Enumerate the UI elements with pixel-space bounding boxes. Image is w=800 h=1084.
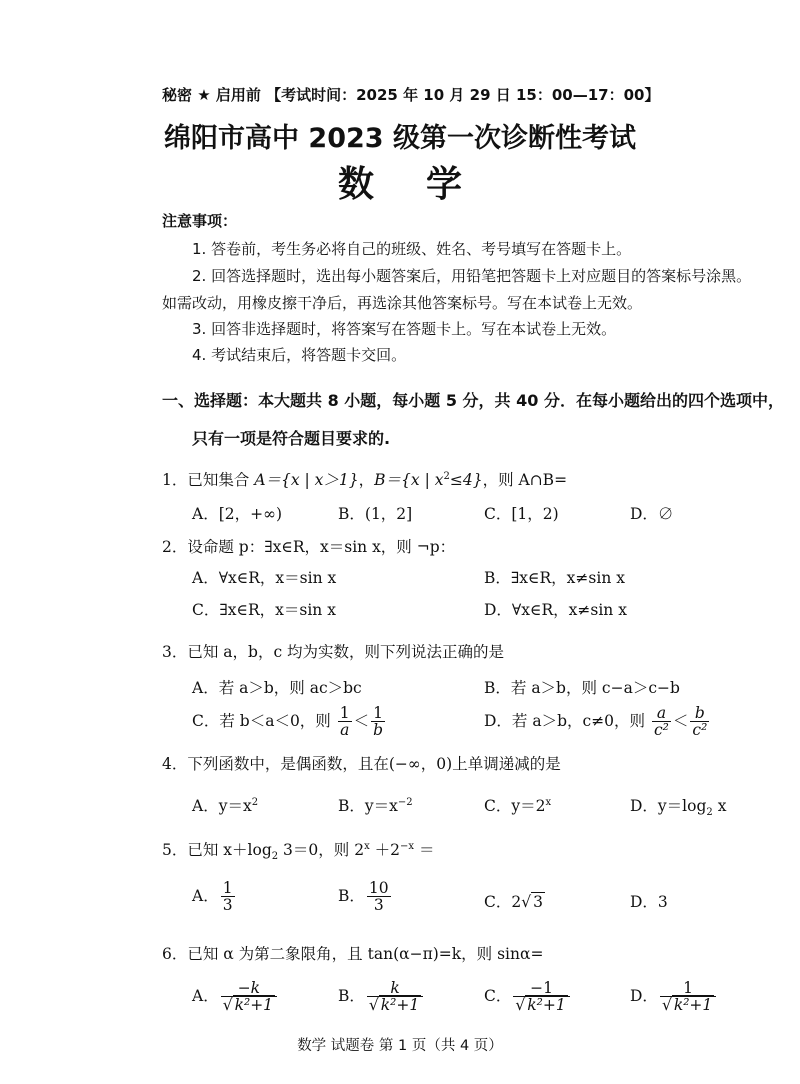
note-2b: 如需改动，用橡皮擦干净后，再选涂其他答案标号。写在本试卷上无效。	[162, 294, 643, 312]
note-2a: 2. 回答选择题时，选出每小题答案后，用铅笔把答题卡上对应题目的答案标号涂黑。	[192, 267, 752, 285]
question-6-option-d: D． $\frac{1}{\text{√ k²+1}}$	[630, 980, 718, 1014]
question-5-option-c: C．2√ 3	[484, 893, 544, 911]
note-4: 4. 考试结束后，将答题卡交回。	[192, 346, 407, 364]
question-2-option-d: D．∀x∈R，x≠sin x	[484, 601, 627, 619]
section-1-heading-cont: 只有一项是符合题目要求的.	[192, 429, 391, 448]
question-2-option-b: B．∃x∈R，x≠sin x	[484, 569, 625, 587]
question-4-option-b: B．$y=x^{-2}$	[338, 796, 413, 815]
question-1-option-c: C．[1，2)	[484, 505, 559, 523]
confidential-header: 秘密 ★ 启用前 【考试时间：2025 年 10 月 29 日 15：00—17：00】	[162, 86, 660, 104]
question-4-option-c: C．$y=2^x$	[484, 796, 552, 815]
question-1-option-d: D．∅	[630, 505, 674, 523]
note-3: 3. 回答非选择题时，将答案写在答题卡上。写在本试卷上无效。	[192, 320, 617, 338]
question-6-option-c: C． $\frac{-1}{\text{√ k²+1}}$	[484, 980, 572, 1014]
question-5-option-a: A． $\frac{1}{3}$	[192, 879, 233, 915]
question-1-stem: 1．已知集合 A＝{x | x＞1}，B＝{x | $x^2\le 4$}，则 A∩B=	[162, 470, 568, 489]
section-1-heading: 一、选择题：本大题共 8 小题，每小题 5 分，共 40 分．在每小题给出的四个选项中，	[162, 391, 784, 410]
fraction-1-over-a: $\frac{1}{a}$	[339, 704, 350, 740]
question-5-option-d: D．3	[630, 893, 668, 911]
question-2-option-c: C．∃x∈R，x＝sin x	[192, 601, 336, 619]
note-1: 1. 答卷前，考生务必将自己的班级、姓名、考号填写在答题卡上。	[192, 240, 632, 258]
page-footer: 数学 试题卷 第 1 页（共 4 页）	[297, 1038, 503, 1054]
notes-heading: 注意事项：	[162, 212, 238, 230]
question-5-stem: 5．已知 $x+\log_2$ 3＝0，则 $2^x +2^{-x}$ ＝	[162, 840, 435, 863]
question-1-option-a: A．[2，+∞)	[192, 505, 283, 523]
question-3-option-a: A．若 a＞b，则 ac＞bc	[192, 679, 362, 697]
question-3-stem: 3．已知 a，b，c 均为实数，则下列说法正确的是	[162, 643, 505, 661]
fraction-b-over-c2: $\frac{b}{\text{c²}}$	[692, 704, 708, 740]
question-3-option-d: D．若 a＞b，c≠0，则 $\frac{a}{\text{c²}}$ ＜ $\frac{b}{\text{c²}}$	[484, 704, 708, 740]
question-5-option-b: B． $\frac{10}{3}$	[338, 879, 389, 915]
question-3-option-b: B．若 a＞b，则 c−a＞c−b	[484, 679, 680, 697]
question-4-stem: 4．下列函数中，是偶函数，且在(−∞，0)上单调递减的是	[162, 755, 561, 773]
question-2-option-a: A．∀x∈R，x＝sin x	[192, 569, 337, 587]
question-6-option-a: A． $\frac{-k}{\text{√ k²+1}}$	[192, 980, 279, 1014]
exam-title: 绵阳市高中 2023 级第一次诊断性考试	[164, 123, 636, 154]
question-6-option-b: B． $\frac{k}{\text{√ k²+1}}$	[338, 980, 425, 1014]
question-4-option-a: A．$y=x^2$	[192, 796, 259, 815]
question-3-option-c: C．若 b＜a＜0，则 $\frac{1}{a}$ ＜ $\frac{1}{b}$	[192, 704, 384, 740]
subject-title: 数学	[337, 164, 514, 205]
question-2-stem: 2．设命题 p：∃x∈R，x＝sin x，则 ¬p：	[162, 538, 456, 556]
question-6-stem: 6．已知 α 为第二象限角，且 tan(α−π)=k，则 sinα=	[162, 945, 544, 963]
fraction-a-over-c2: $\frac{a}{\text{c²}}$	[654, 704, 669, 740]
fraction-1-over-b: $\frac{1}{b}$	[373, 704, 384, 740]
question-1-option-b: B．(1，2]	[338, 505, 413, 523]
question-4-option-d: D．$y=\log_2$ x	[630, 797, 727, 819]
